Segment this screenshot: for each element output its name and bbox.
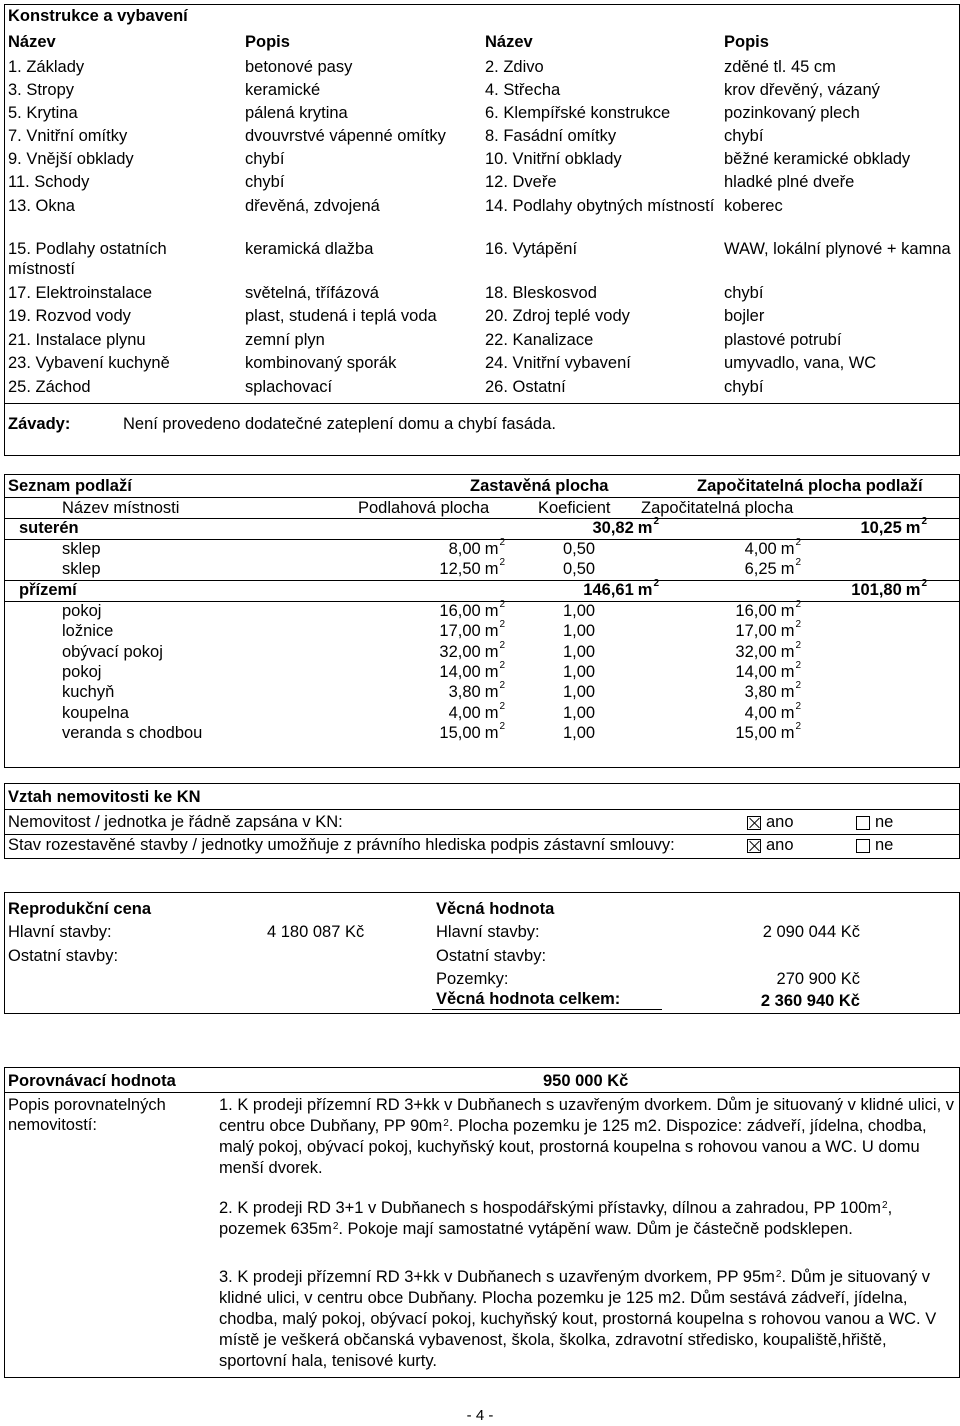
- construction-item-name: 1. Základy: [8, 58, 85, 76]
- room-counted-value: 4,00: [744, 703, 777, 722]
- room-counted-value: 17,00: [735, 622, 777, 641]
- floor-group-built-unit-sup: 2: [653, 516, 659, 527]
- room-counted-unit: m: [780, 663, 795, 681]
- room-coef: 1,00: [563, 663, 596, 681]
- construction-item-name: 7. Vnitřní omítky: [8, 127, 128, 145]
- construction-item-desc: dřevěná, zdvojená: [245, 197, 380, 215]
- repro-main-label: Hlavní stavby:: [8, 923, 112, 941]
- construction-item-name: 19. Rozvod vody: [8, 307, 131, 325]
- room-counted-value: 16,00: [735, 601, 777, 620]
- room-counted-unit: m: [780, 683, 795, 702]
- construction-item-desc: kombinovaný sporák: [245, 354, 397, 372]
- room-counted: [665, 598, 801, 622]
- construction-title: Konstrukce a vybavení: [8, 7, 188, 25]
- room-area-unit-sup: 2: [499, 598, 505, 610]
- room-counted-unit-sup: 2: [795, 700, 801, 712]
- construction-item-name: 15. Podlahy ostatních místností: [8, 240, 167, 278]
- room-area: [385, 700, 505, 724]
- room-area-value: 4,00: [448, 703, 481, 722]
- room-counted-value: 6,25: [744, 560, 777, 579]
- floor-group-built: [485, 577, 659, 601]
- construction-bottom-line: [4, 403, 960, 404]
- construction-item-name: 13. Okna: [8, 197, 75, 215]
- construction-item-name: 25. Záchod: [8, 378, 91, 396]
- room-counted-unit: m: [780, 622, 795, 641]
- comparison-p2-sup-1: 2: [882, 1200, 888, 1211]
- room-area: [385, 680, 505, 703]
- construction-item-name: 10. Vnitřní obklady: [485, 150, 622, 168]
- kn-yes-label-1: ano: [766, 813, 794, 831]
- construction-item-desc: chybí: [724, 284, 764, 302]
- comparison-p2-text-c: . Pokoje mají samostatné vytápění waw. Dům je částečně podsklepen.: [338, 1220, 853, 1238]
- room-counted-value: 32,00: [735, 642, 777, 661]
- construction-item-name: 11. Schody: [8, 173, 90, 191]
- construction-header-name-2: Název: [485, 33, 533, 51]
- room-area: [385, 660, 505, 683]
- room-counted-unit-sup: 2: [795, 557, 801, 569]
- room-coef: 1,00: [563, 622, 596, 641]
- construction-item-desc: běžné keramické obklady: [724, 150, 911, 168]
- repro-main-value: 4 180 087 Kč: [267, 923, 365, 941]
- comparison-section: [4, 1067, 960, 1378]
- construction-item-desc: hladké plné dveře: [724, 173, 855, 191]
- construction-item-name: 20. Zdroj teplé vody: [485, 307, 630, 325]
- room-counted-unit: m: [780, 560, 795, 579]
- vecna-total-line: [432, 1009, 662, 1010]
- comparison-paragraph-3: [219, 1267, 959, 1372]
- construction-item-desc: pálená krytina: [245, 104, 348, 122]
- room-counted-unit-sup: 2: [795, 598, 801, 610]
- room-counted: [665, 639, 801, 663]
- room-area-unit-sup: 2: [499, 557, 505, 569]
- construction-item-desc: splachovací: [245, 378, 333, 396]
- room-name: sklep: [62, 560, 101, 579]
- comparison-paragraph-2: [219, 1198, 959, 1240]
- room-name: ložnice: [62, 622, 114, 641]
- room-area-value: 16,00: [439, 601, 481, 620]
- construction-item-desc: plastové potrubí: [724, 331, 842, 349]
- construction-item-desc: chybí: [245, 173, 285, 191]
- construction-item-desc: koberec: [724, 197, 783, 215]
- room-area-value: 12,50: [439, 560, 481, 579]
- construction-item-name: 14. Podlahy obytných místností: [485, 197, 715, 215]
- room-counted: [665, 537, 801, 560]
- construction-item-name: 24. Vnitřní vybavení: [485, 354, 631, 372]
- comparison-p1-text-a: 1. K prodeji přízemní RD 3+kk v Dubňanech s uzavřeným dvorkem. Dům je situovaný v klidné ulici, v centru obce Dubňany, PP 90m: [219, 1096, 955, 1135]
- room-name: pokoj: [62, 663, 102, 681]
- floor-group-counted-value: 10,25: [860, 519, 902, 537]
- vecna-main-value: 2 090 044 Kč: [762, 923, 860, 941]
- construction-item-name: 23. Vybavení kuchyně: [8, 354, 170, 372]
- construction-item-name: 3. Stropy: [8, 81, 75, 99]
- room-coef: 1,00: [563, 683, 596, 702]
- comparison-title-line: [4, 1092, 960, 1093]
- room-area-unit-sup: 2: [499, 619, 505, 631]
- construction-item-desc: keramické: [245, 81, 321, 99]
- kn-no-label-2: ne: [875, 836, 894, 854]
- vecna-title: Věcná hodnota: [436, 900, 555, 918]
- room-counted-unit-sup: 2: [795, 639, 801, 651]
- room-area: [385, 639, 505, 663]
- floor-group-counted: [745, 577, 927, 601]
- kn-title-line: [4, 809, 960, 810]
- vecna-main-label: Hlavní stavby:: [436, 923, 540, 941]
- construction-item-desc: zemní plyn: [245, 331, 325, 349]
- comparison-p2-text-b: , pozemek 635m: [219, 1199, 893, 1238]
- floor-group-counted-unit-sup: 2: [921, 516, 927, 527]
- room-counted-unit: m: [780, 703, 795, 722]
- vecna-land-label: Pozemky:: [436, 970, 509, 988]
- construction-item-desc: keramická dlažba: [245, 240, 374, 258]
- room-area: [385, 557, 505, 580]
- comparison-desc-label-2: nemovitostí:: [8, 1116, 97, 1134]
- room-area: [385, 619, 505, 642]
- construction-item-desc: plast, studená i teplá voda: [245, 307, 437, 325]
- room-area-unit-sup: 2: [499, 537, 505, 548]
- kn-no-checkbox-1[interactable]: [856, 816, 870, 830]
- room-area-unit: m: [484, 601, 499, 620]
- construction-header-desc-2: Popis: [724, 33, 769, 51]
- room-counted: [665, 660, 801, 683]
- comparison-p3-sup: 2: [775, 1269, 782, 1280]
- room-name: sklep: [62, 540, 101, 558]
- construction-header-desc-1: Popis: [245, 33, 290, 51]
- room-coef: 1,00: [563, 703, 596, 722]
- construction-item-name: 26. Ostatní: [485, 378, 566, 396]
- defects-label: Závady:: [8, 415, 71, 433]
- room-area-unit: m: [484, 703, 499, 722]
- vecna-total-value: 2 360 940 Kč: [760, 992, 860, 1010]
- room-counted: [665, 721, 801, 744]
- floor-group-counted-unit: m: [905, 580, 921, 599]
- room-area-value: 3,80: [448, 683, 481, 702]
- room-name: kuchyň: [62, 683, 115, 702]
- vecna-total-label: Věcná hodnota celkem:: [436, 990, 621, 1008]
- room-area-value: 8,00: [448, 540, 481, 558]
- kn-question-1: Nemovitost / jednotka je řádně zapsána v KN:: [8, 813, 343, 831]
- floor-group-built-unit: m: [637, 519, 653, 537]
- construction-item-name: 22. Kanalizace: [485, 331, 594, 349]
- construction-item-desc: chybí: [724, 127, 764, 145]
- floors-sub-area: Podlahová plocha: [358, 499, 490, 517]
- construction-item-desc: WAW, lokální plynové + kamna: [724, 240, 951, 258]
- floors-header-list: Seznam podlaží: [8, 477, 132, 495]
- vecna-land-value: 270 900 Kč: [776, 970, 860, 988]
- room-area-unit-sup: 2: [499, 639, 505, 651]
- room-name: pokoj: [62, 601, 102, 620]
- room-counted-unit-sup: 2: [795, 660, 801, 671]
- room-counted-unit-sup: 2: [795, 680, 801, 692]
- floor-group-counted-unit-sup: 2: [921, 577, 927, 589]
- room-counted-unit: m: [780, 724, 795, 743]
- floor-group-built-unit: m: [637, 580, 653, 599]
- room-area-unit-sup: 2: [499, 680, 505, 692]
- repro-title: Reprodukční cena: [8, 900, 152, 918]
- floors-sub-room: Název místnosti: [62, 499, 180, 517]
- construction-item-name: 2. Zdivo: [485, 58, 544, 76]
- room-area-unit-sup: 2: [499, 700, 505, 712]
- room-counted-unit: m: [780, 642, 795, 661]
- room-area-unit-sup: 2: [499, 721, 505, 733]
- room-counted: [665, 619, 801, 642]
- room-area: [385, 598, 505, 622]
- room-counted-value: 14,00: [735, 663, 777, 681]
- construction-item-desc: chybí: [245, 150, 285, 168]
- room-counted-value: 3,80: [744, 683, 777, 702]
- construction-item-desc: dvouvrstvé vápenné omítky: [245, 127, 446, 145]
- floor-group-built: [485, 516, 659, 539]
- room-coef: 1,00: [563, 601, 596, 620]
- floors-header-counted: Započitatelná plocha podlaží: [697, 477, 923, 495]
- construction-item-name: 5. Krytina: [8, 104, 78, 122]
- floors-sub-counted: Započitatelná plocha: [641, 499, 794, 517]
- construction-item-name: 21. Instalace plynu: [8, 331, 146, 349]
- comparison-p1-sup: 2: [443, 1118, 449, 1129]
- comparison-p1-text-b: . Plocha pozemku je 125 m2. Dispozice: zádveří, jídelna, chodba, malý pokoj, obývací pokoj, kuchyňský kout, prostorná koupelna s rohovou vanou a WC. U domu menší dvorek.: [219, 1117, 927, 1177]
- floors-section: [4, 474, 960, 768]
- room-counted-unit-sup: 2: [795, 537, 801, 548]
- room-area-unit: m: [484, 683, 499, 702]
- kn-no-checkbox-2[interactable]: [856, 839, 870, 853]
- kn-question-2: Stav rozestavěné stavby / jednotky umožňuje z právního hlediska podpis zástavní smlouvy:: [8, 836, 675, 854]
- room-area-value: 17,00: [439, 622, 481, 641]
- room-name: obývací pokoj: [62, 642, 163, 661]
- construction-item-desc: pozinkovaný plech: [724, 104, 860, 122]
- construction-item-name: 4. Střecha: [485, 81, 561, 99]
- room-area-unit: m: [484, 622, 499, 641]
- comparison-desc-label-1: Popis porovnatelných: [8, 1096, 166, 1114]
- comparison-value: 950 000 Kč: [543, 1072, 629, 1090]
- construction-item-desc: světelná, třífázová: [245, 284, 379, 302]
- room-name: veranda s chodbou: [62, 724, 203, 743]
- room-coef: 0,50: [563, 540, 596, 558]
- comparison-p3-text-a: 3. K prodeji přízemní RD 3+kk v Dubňanech s uzavřeným dvorkem, PP 95m: [219, 1268, 775, 1286]
- room-area-unit: m: [484, 663, 499, 681]
- kn-yes-checkbox-2[interactable]: [747, 839, 761, 853]
- floor-group-built-unit-sup: 2: [653, 577, 659, 589]
- floor-group-built-value: 30,82: [592, 519, 634, 537]
- comparison-p3-text-b: . Dům je situovaný v klidné ulici, v centru obce Dubňany. Plocha pozemku je 125 m2. Dům sestává zádveří, jídelna, chodba, malý pokoj, obývací pokoj, kuchyňský kout, prostorná koupelna s rohovou vanou a WC. V místě je veškerá občanská vybavenost, škola, školka, zdravotní středisko, koupaliště,hřiště, sportovní hala, tenisové kurty.: [219, 1268, 937, 1370]
- repro-other-label: Ostatní stavby:: [8, 947, 119, 965]
- kn-row-line: [4, 834, 960, 835]
- floors-sub-coef: Koeficient: [538, 499, 611, 517]
- prices-section: [4, 892, 960, 1014]
- construction-section: [4, 4, 960, 456]
- room-counted-unit-sup: 2: [795, 619, 801, 631]
- room-area-unit: m: [484, 642, 499, 661]
- floor-group-name: přízemí: [19, 580, 77, 599]
- room-counted-value: 4,00: [744, 540, 777, 558]
- comparison-title: Porovnávací hodnota: [8, 1072, 176, 1090]
- floors-header-built: Zastavěná plocha: [470, 477, 609, 495]
- floor-group-counted-value: 101,80: [851, 580, 902, 599]
- construction-item-name: 6. Klempířské konstrukce: [485, 104, 671, 122]
- floor-group-name: suterén: [19, 519, 79, 537]
- room-coef: 0,50: [563, 560, 596, 579]
- construction-item-desc: betonové pasy: [245, 58, 353, 76]
- construction-item-name: 16. Vytápění: [485, 240, 578, 258]
- construction-header-name-1: Název: [8, 33, 56, 51]
- room-counted: [665, 557, 801, 580]
- room-area-value: 14,00: [439, 663, 481, 681]
- kn-yes-checkbox-1[interactable]: [747, 816, 761, 830]
- floor-group-counted: [745, 516, 927, 539]
- comparison-p2-text-a: 2. K prodeji RD 3+1 v Dubňanech s hospodářskými přístavky, dílnou a zahradou, PP 100m: [219, 1199, 882, 1217]
- room-counted: [665, 700, 801, 724]
- comparison-p2-sup-2: 2: [332, 1221, 339, 1232]
- room-coef: 1,00: [563, 642, 596, 661]
- room-counted-unit-sup: 2: [795, 721, 801, 733]
- comparison-paragraph-1: [219, 1095, 959, 1179]
- floors-header-line: [4, 497, 960, 498]
- construction-item-name: 9. Vnější obklady: [8, 150, 134, 168]
- room-area: [385, 721, 505, 744]
- construction-item-desc: umyvadlo, vana, WC: [724, 354, 877, 372]
- construction-item-desc: chybí: [724, 378, 764, 396]
- room-counted-unit: m: [780, 601, 795, 620]
- construction-item-name: 17. Elektroinstalace: [8, 284, 152, 302]
- page-number: - 4 -: [466, 1407, 494, 1424]
- room-area: [385, 537, 505, 560]
- room-area-unit-sup: 2: [499, 660, 505, 671]
- construction-item-desc: zděné tl. 45 cm: [724, 58, 836, 76]
- construction-item-desc: bojler: [724, 307, 765, 325]
- room-counted: [665, 680, 801, 703]
- room-counted-unit: m: [780, 540, 795, 558]
- room-name: koupelna: [62, 703, 129, 722]
- room-area-unit: m: [484, 560, 499, 579]
- construction-item-name: 12. Dveře: [485, 173, 557, 191]
- construction-item-desc: krov dřevěný, vázaný: [724, 81, 880, 99]
- construction-item-name: 8. Fasádní omítky: [485, 127, 617, 145]
- kn-yes-label-2: ano: [766, 836, 794, 854]
- room-area-value: 15,00: [439, 724, 481, 743]
- room-counted-value: 15,00: [735, 724, 777, 743]
- defects-text: Není provedeno dodatečné zateplení domu a chybí fasáda.: [123, 415, 556, 433]
- room-area-unit: m: [484, 724, 499, 743]
- construction-item-name: 18. Bleskosvod: [485, 284, 597, 302]
- kn-no-label-1: ne: [875, 813, 894, 831]
- room-area-unit: m: [484, 540, 499, 558]
- kn-section: [4, 783, 960, 859]
- kn-title: Vztah nemovitosti ke KN: [8, 788, 201, 806]
- room-area-value: 32,00: [439, 642, 481, 661]
- floor-group-built-value: 146,61: [583, 580, 634, 599]
- floor-group-counted-unit: m: [905, 519, 921, 537]
- vecna-other-label: Ostatní stavby:: [436, 947, 547, 965]
- room-coef: 1,00: [563, 724, 596, 743]
